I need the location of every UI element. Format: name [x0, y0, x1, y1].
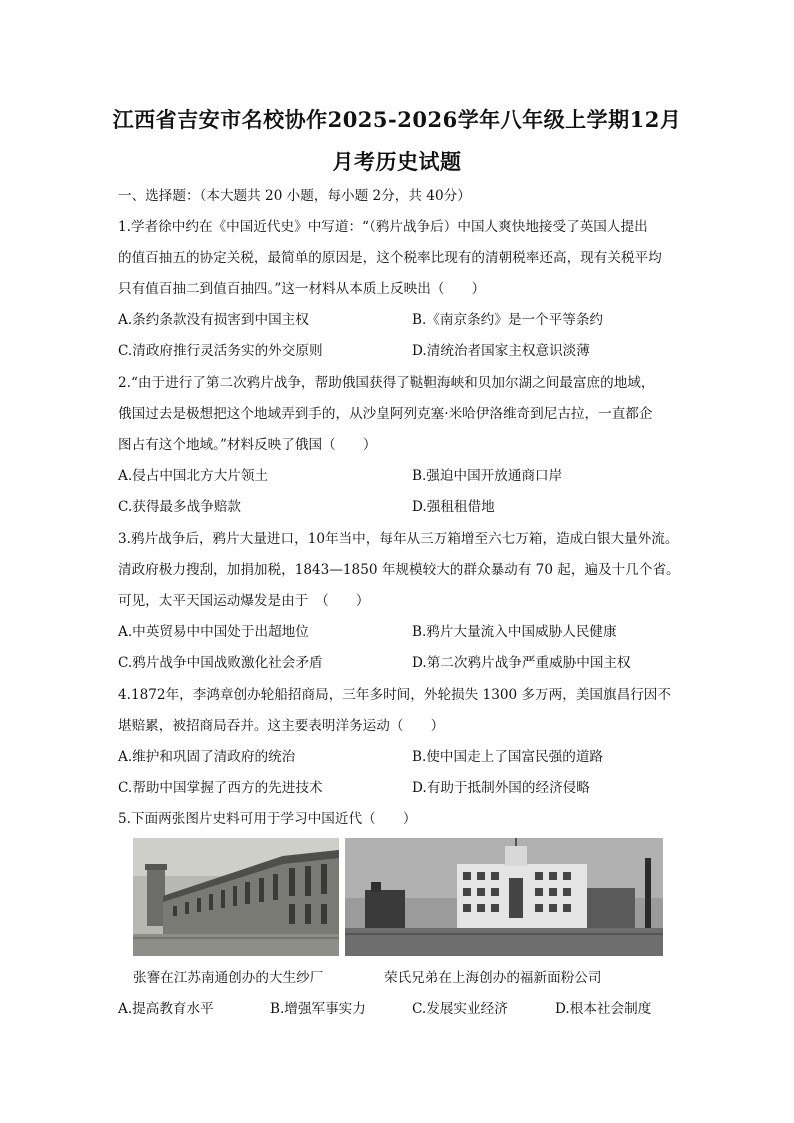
q1-line1: 1.学者徐中约在《中国近代史》中写道：“（鸦片战争后）中国人爽快地接受了英国人提出	[118, 219, 648, 235]
q2-line2: 俄国过去是极想把这个地域弄到手的，从沙皇阿列克塞·米哈伊洛维奇到尼古拉，一直都企	[118, 406, 653, 422]
q3-option-c: C.鸦片战争中国战败激化社会矛盾	[118, 655, 323, 671]
q3-line2: 清政府极力搜刮，加捐加税，1843—1850 年规模较大的群众暴动有 70 起，遍及十几个省。	[118, 562, 680, 578]
q3-line1: 3.鸦片战争后，鸦片大量进口，10年当中，每年从三万箱增至六七万箱，造成白银大量外流。	[118, 531, 679, 547]
q3-option-a: A.中英贸易中中国处于出超地位	[118, 624, 309, 640]
q3-line3: 可见，太平天国运动爆发是由于 （ ）	[118, 593, 370, 609]
q2-line3: 图占有这个地域。”材料反映了俄国（ ）	[118, 437, 377, 453]
q5-option-c: C.发展实业经济	[412, 1001, 508, 1017]
q1-option-d: D.清统治者国家主权意识淡薄	[412, 343, 590, 359]
q5-option-a: A.提高教育水平	[118, 1001, 214, 1017]
q1-line3: 只有值百抽二到值百抽四。”这一材料从本质上反映出（ ）	[118, 281, 486, 297]
q3-option-d: D.第二次鸦片战争严重威胁中国主权	[412, 655, 631, 671]
q3-option-b: B.鸦片大量流入中国威胁人民健康	[412, 624, 617, 640]
q2-option-c: C.获得最多战争赔款	[118, 499, 241, 515]
q1-line2: 的值百抽五的协定关税，最简单的原因是，这个税率比现有的清朝税率还高，现有关税平均	[118, 250, 662, 266]
q1-option-b: B.《南京条约》是一个平等条约	[412, 312, 604, 328]
q4-option-c: C.帮助中国掌握了西方的先进技术	[118, 780, 323, 796]
photo-caption-dasheng: 张謇在江苏南通创办的大生纱厂	[133, 970, 324, 986]
q4-option-a: A.维护和巩固了清政府的统治	[118, 749, 296, 765]
q5-option-b: B.增强军事实力	[270, 1001, 366, 1017]
exam-title-line2: 月考历史试题	[332, 149, 462, 174]
photo-caption-fuxin: 荣氏兄弟在上海创办的福新面粉公司	[384, 970, 602, 986]
fuxin-flour-company-photo	[345, 838, 663, 956]
dasheng-mill-photo	[133, 838, 339, 956]
q2-option-d: D.强租租借地	[412, 499, 495, 515]
section-heading: 一、选择题：（本大题共 20 小题，每小题 2分，共 40分）	[118, 188, 471, 204]
q2-option-a: A.侵占中国北方大片领土	[118, 468, 269, 484]
q4-option-d: D.有助于抵制外国的经济侵略	[412, 780, 590, 796]
q4-option-b: B.使中国走上了国富民强的道路	[412, 749, 604, 765]
q4-line1: 4.1872年，李鸿章创办轮船招商局，三年多时间，外轮损失 1300 多万两，美国旗昌行因不	[118, 687, 671, 703]
q2-option-b: B.强迫中国开放通商口岸	[412, 468, 563, 484]
q2-line1: 2.“由于进行了第二次鸦片战争，帮助俄国获得了鞑靼海峡和贝加尔湖之间最富庶的地域，	[118, 375, 655, 391]
q5-stem: 5.下面两张图片史料可用于学习中国近代（ ）	[118, 811, 417, 827]
q1-option-a: A.条约条款没有损害到中国主权	[118, 312, 309, 328]
q1-option-c: C.清政府推行灵活务实的外交原则	[118, 343, 323, 359]
exam-title-line1: 江西省吉安市名校协作2025-2026学年八年级上学期12月	[112, 107, 682, 132]
q5-option-d: D.根本社会制度	[555, 1001, 652, 1017]
q4-line2: 堪赔累，被招商局吞并。这主要表明洋务运动（ ）	[118, 718, 445, 734]
